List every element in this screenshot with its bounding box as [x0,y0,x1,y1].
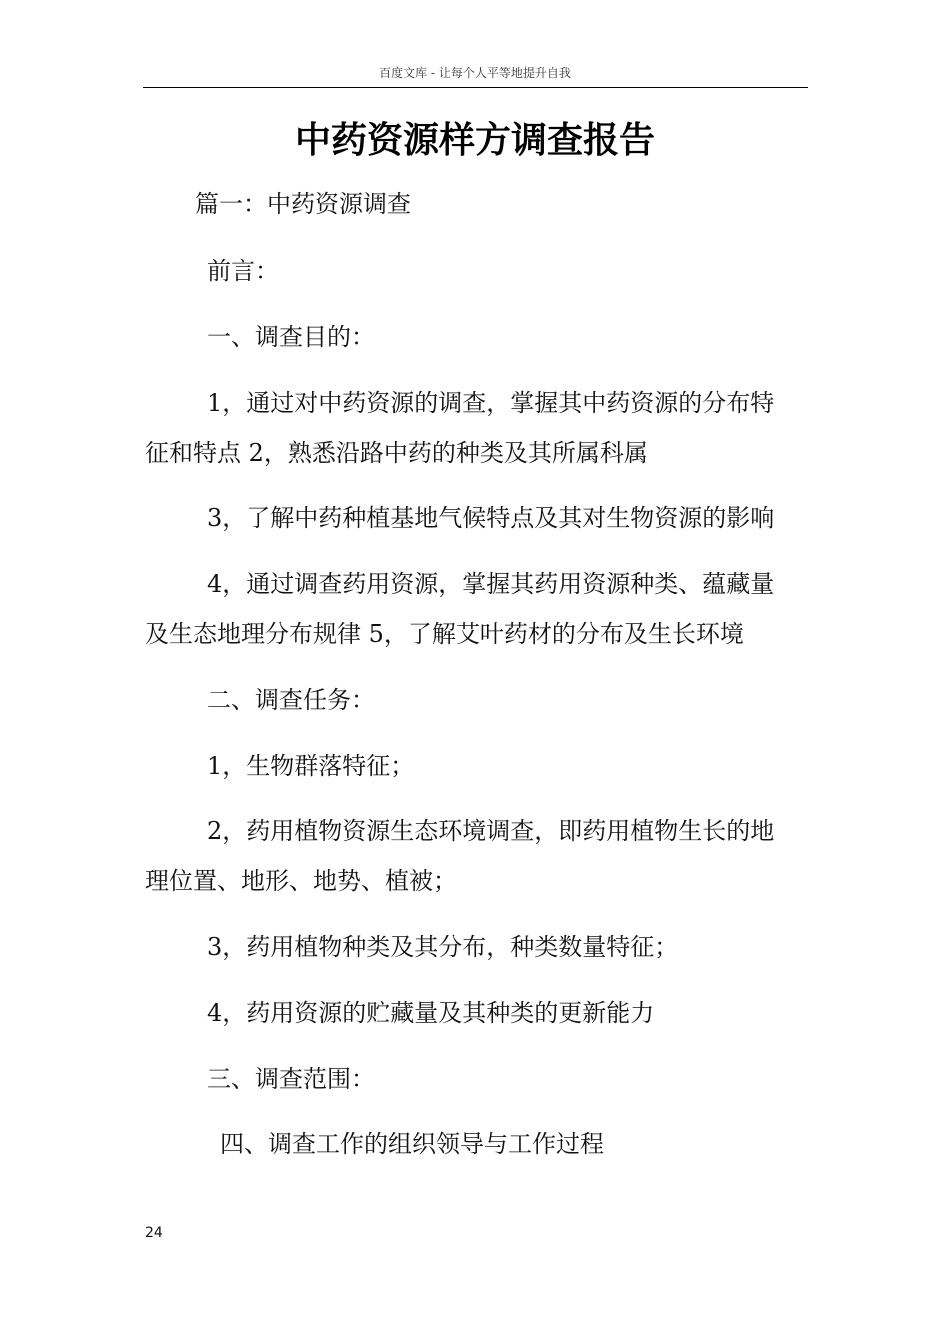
paragraph-line: 3，了解中药种植基地气候特点及其对生物资源的影响 [207,504,775,532]
paragraph-line: 1，通过对中药资源的调查，掌握其中药资源的分布特 [207,389,775,417]
page-number: 24 [145,1225,163,1241]
paragraph-line: 3，药用植物种类及其分布，种类数量特征； [207,933,679,961]
paragraph-line: 理位置、地形、地势、植被； [145,867,457,895]
paragraph-line: 及生态地理分布规律 5，了解艾叶药材的分布及生长环境 [145,620,744,648]
heading-tasks: 二、调查任务： [207,686,375,714]
paragraph-line: 4，通过调查药用资源，掌握其药用资源种类、蕴藏量 [207,570,775,598]
section-heading-part-one: 篇一：中药资源调查 [195,190,411,218]
paragraph-line: 4，药用资源的贮藏量及其种类的更新能力 [207,999,655,1027]
paragraph-line: 2，药用植物资源生态环境调查，即药用植物生长的地 [207,817,775,845]
page-title: 中药资源样方调查报告 [294,119,655,161]
heading-scope: 三、调查范围： [207,1065,375,1093]
page-header: 百度文库 - 让每个人平等地提升自我 [379,66,571,80]
heading-purpose: 一、调查目的： [207,323,375,351]
paragraph-line: 征和特点 2，熟悉沿路中药的种类及其所属科属 [145,439,648,467]
preface-heading: 前言： [207,257,279,285]
paragraph-line: 1，生物群落特征； [207,752,415,780]
heading-organization: 四、调查工作的组织领导与工作过程 [220,1130,604,1158]
header-divider [143,87,808,88]
